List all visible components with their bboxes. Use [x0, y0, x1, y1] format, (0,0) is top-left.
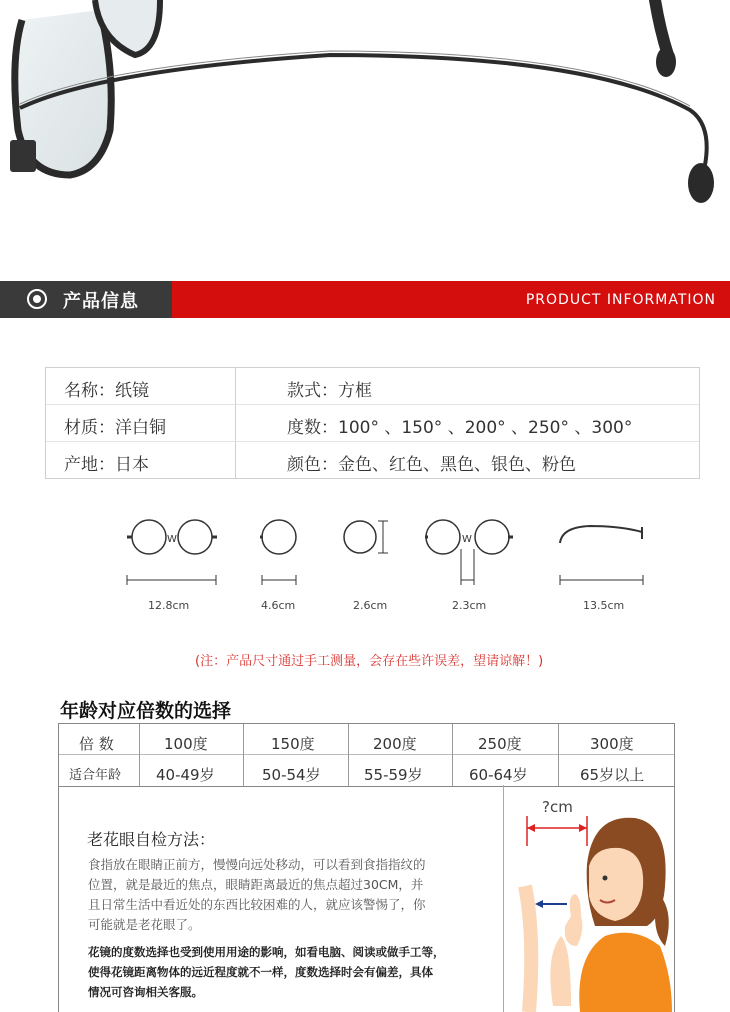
- banner-title-en: PRODUCT INFORMATION: [525, 292, 716, 308]
- dimension-bridge: [425, 520, 513, 585]
- dimension-diagrams: [0, 505, 730, 600]
- dimension-label: 12.8cm: [148, 599, 190, 612]
- age-cell: 50-54岁: [262, 766, 321, 784]
- age-cell: 55-59岁: [364, 766, 423, 784]
- degree-cell: 100度: [164, 735, 208, 753]
- degree-cell: 300度: [590, 735, 634, 753]
- dimension-full-width: [127, 520, 217, 585]
- info-material: 材质：洋白铜: [64, 418, 166, 438]
- self-check-paragraph: [88, 855, 488, 935]
- text-line: 且日常生活中看近处的东西比较困难的人，就应该警惕了，你: [88, 897, 426, 912]
- woman-finger-test-illustration: [505, 786, 672, 1012]
- glasses-illustration: [0, 0, 730, 262]
- circle-bullet-dot: [33, 295, 41, 303]
- text-line: 可能就是老花眼了。: [88, 917, 201, 932]
- usage-paragraph: [88, 942, 488, 1002]
- product-photo: [0, 0, 730, 262]
- dimension-label: 13.5cm: [583, 599, 625, 612]
- dimension-label: 2.6cm: [353, 599, 388, 612]
- header-label: 倍 数: [79, 735, 114, 753]
- row-label: 适合年龄: [69, 768, 122, 783]
- column-divider: [452, 724, 453, 786]
- info-row: [46, 442, 699, 478]
- dimension-lens-height: [344, 521, 388, 553]
- product-info-table: [45, 367, 700, 479]
- info-row: [46, 405, 699, 442]
- column-divider: [139, 724, 140, 786]
- age-cell: 60-64岁: [469, 766, 528, 784]
- age-cell: 40-49岁: [156, 766, 215, 784]
- text-line: 食指放在眼睛正前方，慢慢向远处移动，可以看到食指指纹的: [88, 857, 426, 872]
- text-line: 使得花镜距离物体的远近程度就不一样，度数选择时会有偏差，具体: [88, 965, 433, 979]
- dimension-label: 4.6cm: [261, 599, 296, 612]
- panel-divider: [503, 785, 504, 1012]
- dimension-temple-length: [560, 526, 643, 585]
- age-section-title: 年龄对应倍数的选择: [60, 700, 232, 722]
- info-degrees: 度数：100° 、150° 、200° 、250° 、300°: [287, 418, 633, 438]
- column-divider: [348, 724, 349, 786]
- bridge-letter: W: [462, 534, 472, 545]
- info-row: [46, 368, 699, 405]
- dimension-lens-width: [260, 520, 296, 585]
- info-colors: 颜色：金色、红色、黑色、银色、粉色: [287, 455, 576, 475]
- degree-cell: 150度: [271, 735, 315, 753]
- degree-cell: 200度: [373, 735, 417, 753]
- column-divider: [558, 724, 559, 786]
- text-line: 花镜的度数选择也受到使用用途的影响，如看电脑、阅读或做手工等，: [88, 945, 445, 959]
- measurement-note: (注：产品尺寸通过手工测量，会存在些许误差，望请谅解！): [195, 654, 544, 669]
- info-name: 名称：纸镜: [64, 381, 149, 401]
- age-degree-table: [58, 723, 675, 787]
- bridge-letter: W: [167, 534, 177, 545]
- self-check-title: 老花眼自检方法：: [87, 830, 216, 849]
- row-divider: [59, 754, 674, 755]
- column-divider: [243, 724, 244, 786]
- text-line: 位置，就是最近的焦点，眼睛距离最近的焦点超过30CM，并: [88, 877, 424, 892]
- degree-cell: 250度: [478, 735, 522, 753]
- banner-title-cn: 产品信息: [63, 291, 139, 312]
- age-cell: 65岁以上: [580, 766, 645, 784]
- distance-label: ?cm: [542, 798, 573, 816]
- info-style: 款式：方框: [287, 381, 372, 401]
- text-line: 情况可咨询相关客服。: [88, 985, 203, 999]
- dimension-label: 2.3cm: [452, 599, 487, 612]
- info-origin: 产地：日本: [64, 455, 149, 475]
